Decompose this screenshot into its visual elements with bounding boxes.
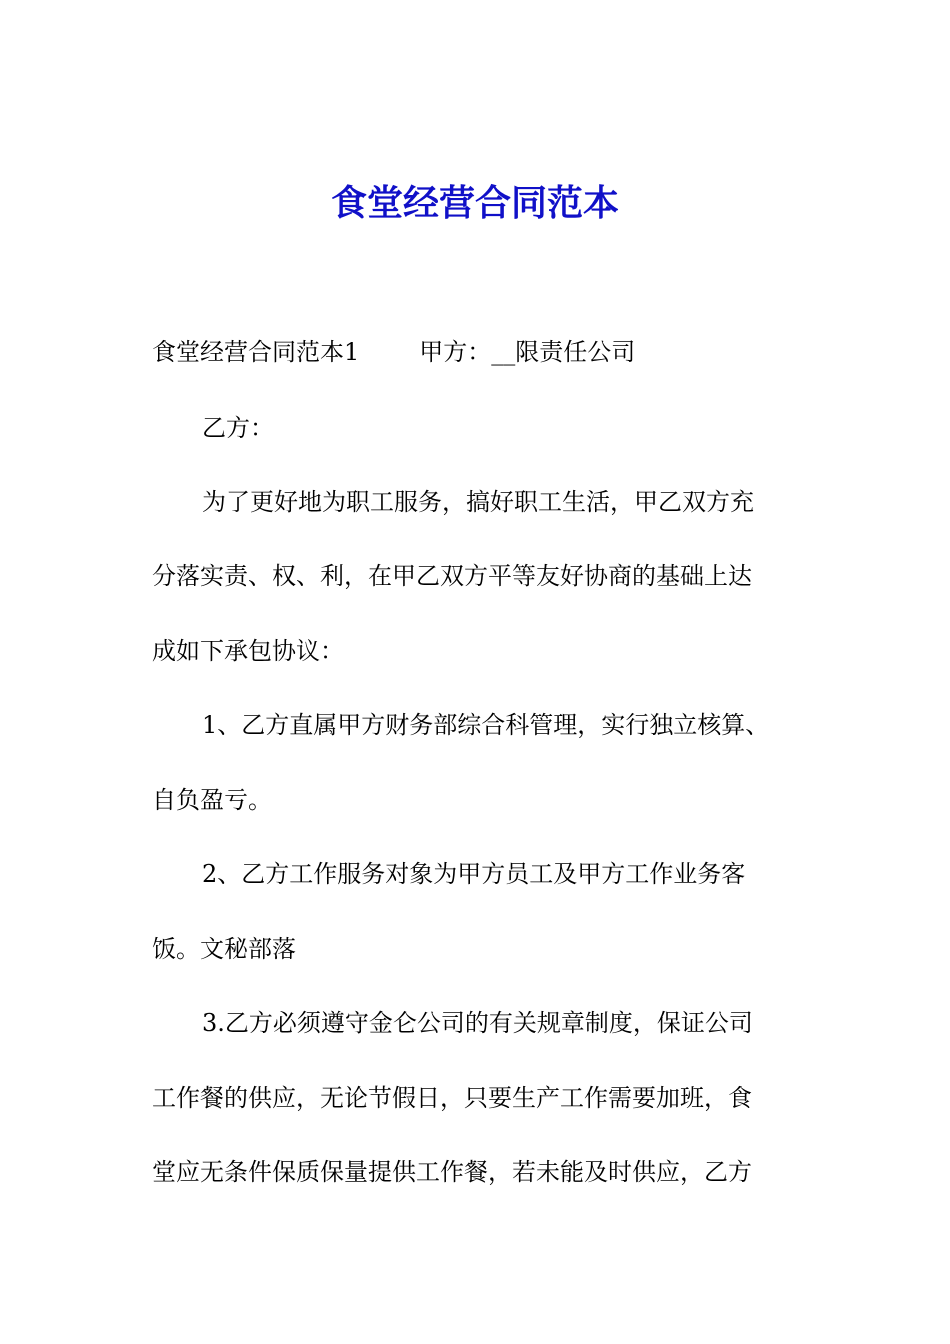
- heading-line: [152, 335, 635, 369]
- paragraph-line: 工作餐的供应，无论节假日，只要生产工作需要加班，食: [152, 1084, 752, 1112]
- paragraph-line: 2、乙方工作服务对象为甲方员工及甲方工作业务客: [202, 860, 746, 888]
- paragraph-line: 1、乙方直属甲方财务部综合科管理，实行独立核算、: [202, 711, 770, 739]
- party-b: 乙方：: [202, 414, 274, 442]
- paragraph-line: 成如下承包协议：: [152, 637, 344, 665]
- paragraph-line: 堂应无条件保质保量提供工作餐，若未能及时供应，乙方: [152, 1158, 752, 1186]
- document-title: 食堂经营合同范本: [330, 182, 619, 224]
- party-a: 甲方：__限责任公司: [419, 338, 636, 366]
- paragraph-line: 为了更好地为职工服务，搞好职工生活，甲乙双方充: [202, 488, 754, 516]
- paragraph-line: 自负盈亏。: [152, 786, 272, 814]
- paragraph-line: 分落实责、权、利，在甲乙双方平等友好协商的基础上达: [152, 562, 752, 590]
- paragraph-line: 3.乙方必须遵守金仑公司的有关规章制度，保证公司: [202, 1009, 753, 1037]
- paragraph-line: 饭。文秘部落: [152, 935, 296, 963]
- contract-label: 食堂经营合同范本1: [152, 338, 360, 366]
